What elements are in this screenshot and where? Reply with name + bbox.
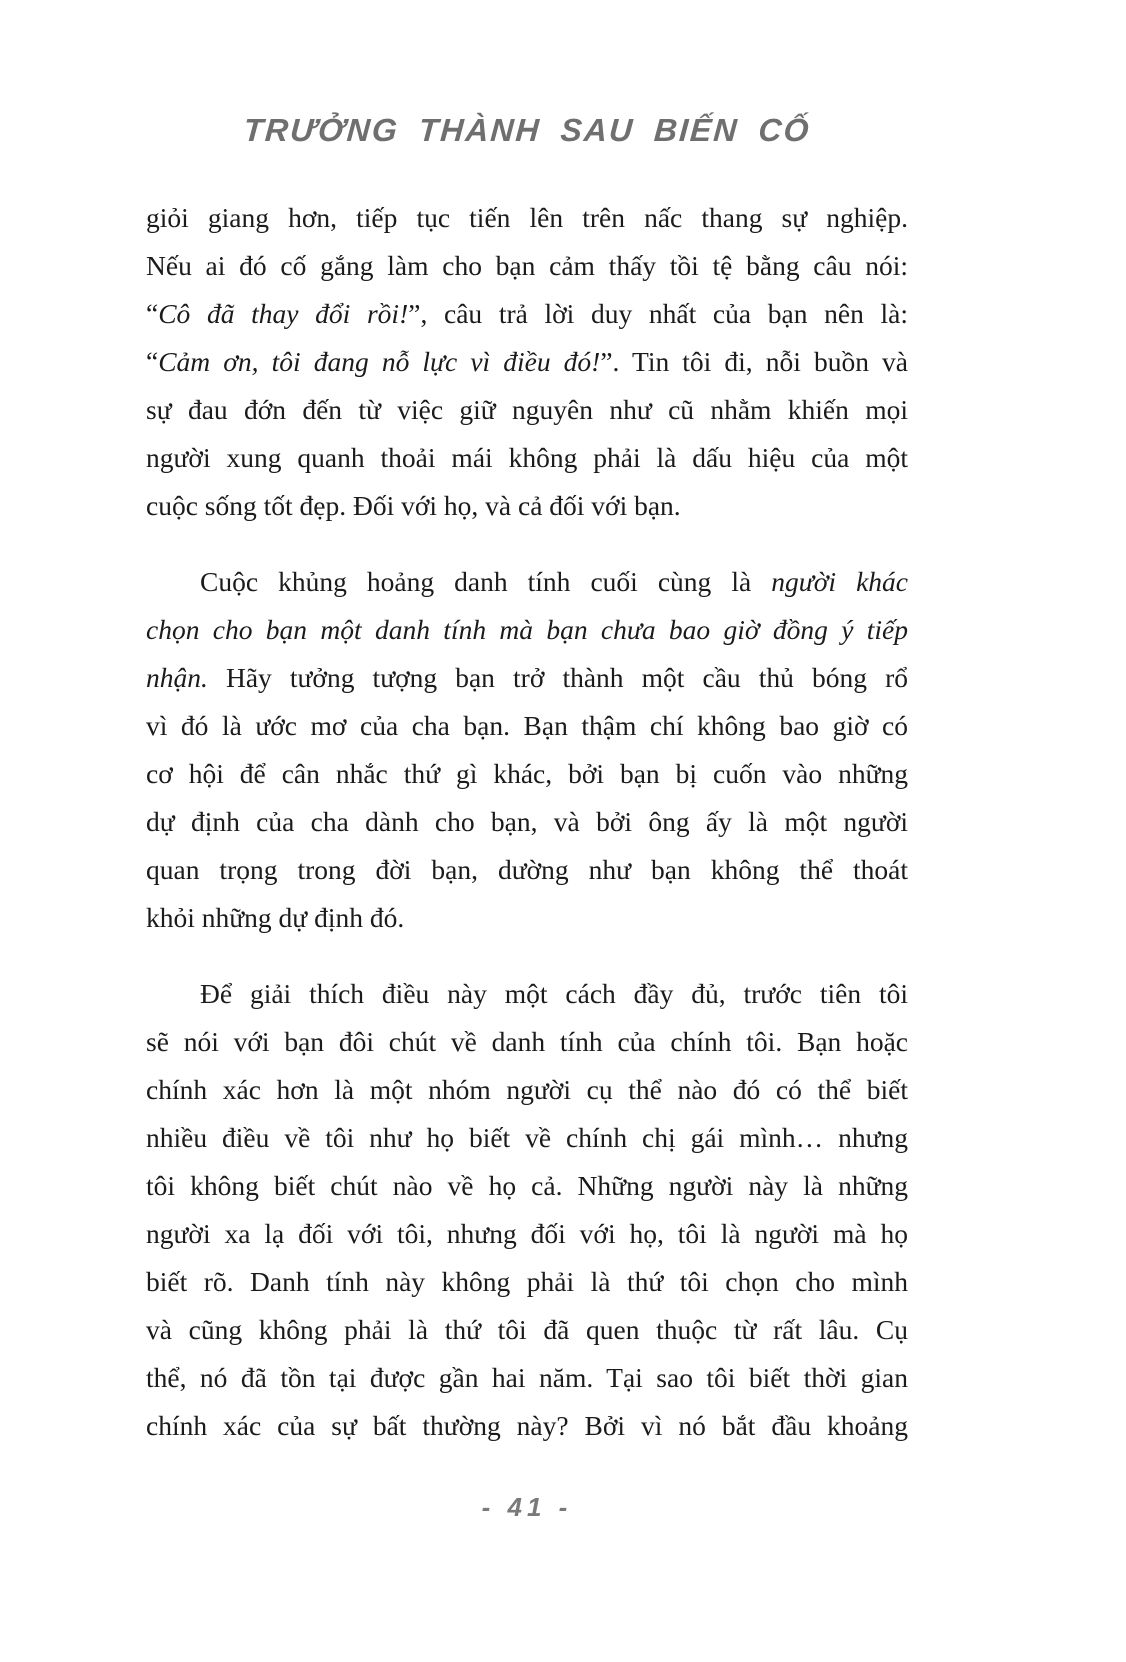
text-segment: sự đau đớn đến từ việc giữ nguyên như cũ nhằm khiến mọi [146,394,908,425]
text-line [146,1402,908,1450]
text-segment: người xung quanh thoải mái không phải là dấu hiệu của một [146,442,908,473]
text-segment: cuộc sống tốt đẹp. Đối với họ, và cả đối với bạn. [146,490,681,521]
text-line [146,1258,908,1306]
text-line [146,558,908,606]
text-segment: chính xác hơn là một nhóm người cụ thể nào đó có thể biết [146,1074,908,1105]
text-segment: “ [146,346,159,377]
text-segment: khỏi những dự định đó. [146,902,405,933]
text-line [146,894,908,942]
text-line [146,338,908,386]
text-line [146,386,908,434]
text-segment: “ [146,298,159,329]
text-segment: Để giải thích điều này một cách đầy đủ, trước tiên tôi [200,978,908,1009]
text-segment: Hãy tưởng tượng bạn trở thành một cầu thủ bóng rổ [207,662,908,693]
italic-text-segment: nhận. [146,662,208,693]
text-segment: biết rõ. Danh tính này không phải là thứ tôi chọn cho mình [146,1266,908,1297]
text-segment: vì đó là ước mơ của cha bạn. Bạn thậm chí không bao giờ có [146,710,908,741]
text-segment: tôi không biết chút nào về họ cả. Những người này là những [146,1170,908,1201]
page-number: - 41 - [481,1492,573,1522]
text-line [146,1018,908,1066]
text-line [146,242,908,290]
text-line [146,970,908,1018]
text-segment: nhiều điều về tôi như họ biết về chính chị gái mình… nhưng [146,1122,908,1153]
text-segment: ”, câu trả lời duy nhất của bạn nên là: [408,298,908,329]
text-segment: giỏi giang hơn, tiếp tục tiến lên trên nấc thang sự nghiệp. [146,202,908,233]
text-line [146,1210,908,1258]
text-line [146,1114,908,1162]
text-line [146,750,908,798]
italic-text-segment: người khác [771,566,908,597]
text-line [146,654,908,702]
text-segment: người xa lạ đối với tôi, nhưng đối với họ, tôi là người mà họ [146,1218,908,1249]
paragraph [146,970,908,1450]
italic-text-segment: chọn cho bạn một danh tính mà bạn chưa bao giờ đồng ý tiếp [146,614,908,645]
text-segment: quan trọng trong đời bạn, dường như bạn không thể thoát [146,854,908,885]
body-text [146,194,908,1450]
text-line [146,1066,908,1114]
text-segment: chính xác của sự bất thường này? Bởi vì nó bắt đầu khoảng [146,1410,908,1441]
chapter-running-head: TRƯỞNG THÀNH SAU BIẾN CỐ [242,112,812,148]
text-line [146,606,908,654]
text-line [146,846,908,894]
text-segment: Nếu ai đó cố gắng làm cho bạn cảm thấy tồi tệ bằng câu nói: [146,250,908,281]
paragraph [146,558,908,942]
text-line [146,482,908,530]
italic-text-segment: Cảm ơn, tôi đang nỗ lực vì điều đó! [158,346,601,377]
text-segment: ”. Tin tôi đi, nỗi buồn và [600,346,908,377]
paragraph [146,194,908,530]
text-line [146,1162,908,1210]
text-segment: thể, nó đã tồn tại được gần hai năm. Tại sao tôi biết thời gian [146,1362,908,1393]
text-line [146,434,908,482]
text-segment: cơ hội để cân nhắc thứ gì khác, bởi bạn bị cuốn vào những [146,758,908,789]
text-segment: sẽ nói với bạn đôi chút về danh tính của chính tôi. Bạn hoặc [146,1026,908,1057]
text-line [146,1354,908,1402]
text-line [146,194,908,242]
text-segment: Cuộc khủng hoảng danh tính cuối cùng là [200,566,772,597]
text-line [146,702,908,750]
text-line [146,290,908,338]
text-line [146,798,908,846]
text-segment: dự định của cha dành cho bạn, và bởi ông ấy là một người [146,806,908,837]
text-line [146,1306,908,1354]
italic-text-segment: Cô đã thay đổi rồi! [158,298,409,329]
text-segment: và cũng không phải là thứ tôi đã quen thuộc từ rất lâu. Cụ [146,1314,908,1345]
